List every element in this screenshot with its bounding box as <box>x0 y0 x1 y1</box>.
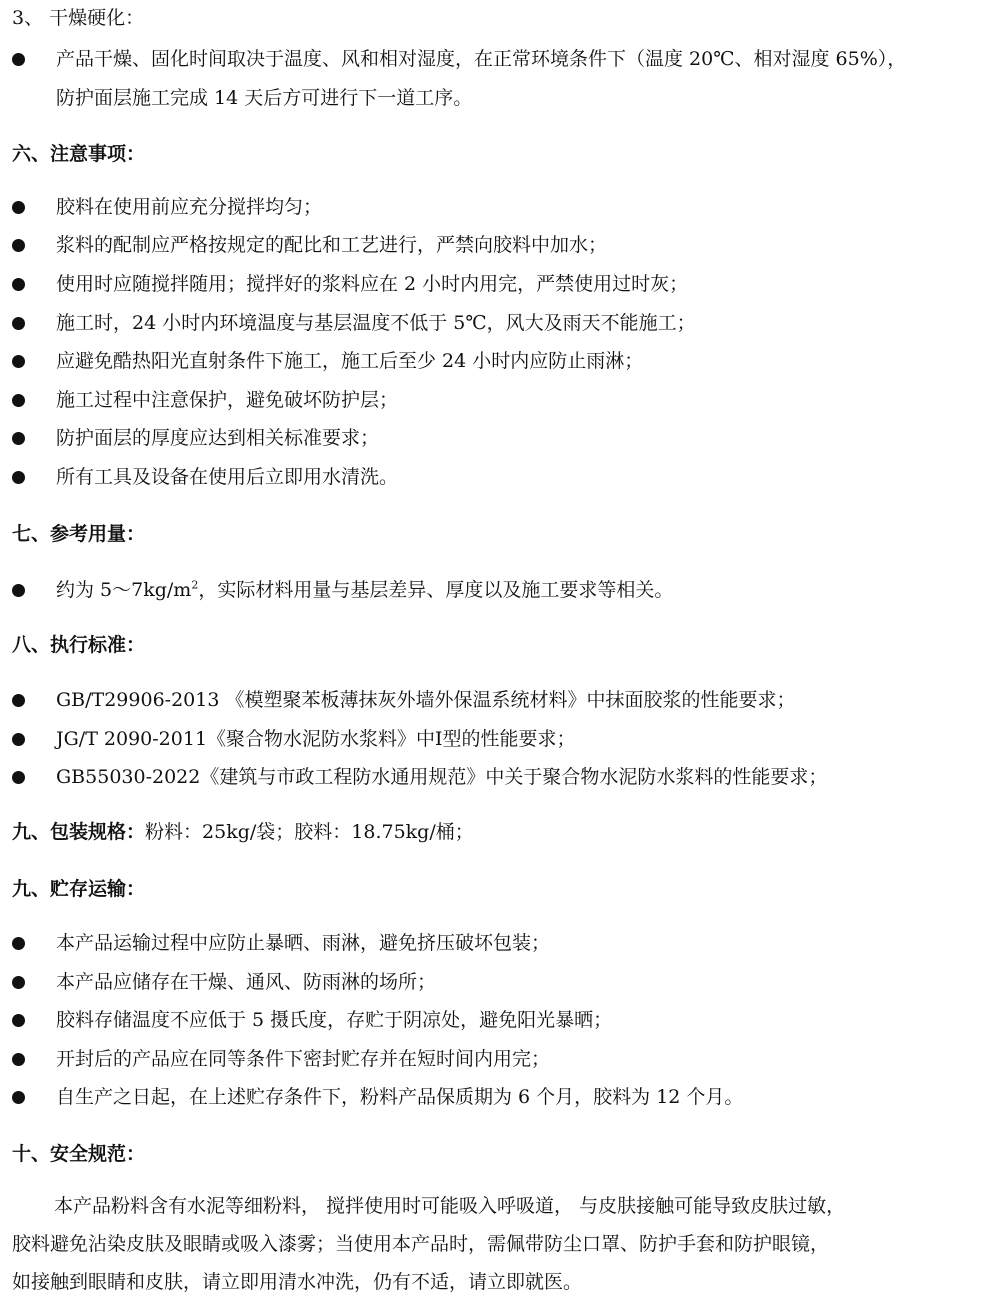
bullet-icon <box>12 1053 25 1066</box>
list-item: GB55030-2022《建筑与市政工程防水通用规范》中关于聚合物水泥防水浆料的性能要求； <box>56 766 828 788</box>
safety-line-2: 胶料避免沾染皮肤及眼睛或吸入漆雾；当使用本产品时，需佩带防尘口罩、防护手套和防护眼镜， <box>12 1233 830 1255</box>
list-item: 使用时应随搅拌随用；搅拌好的浆料应在 2 小时内用完，严禁使用过时灰； <box>56 273 689 295</box>
bullet-icon <box>12 278 25 291</box>
bullet-icon <box>12 355 25 368</box>
bullet-icon <box>12 432 25 445</box>
list-item: 开封后的产品应在同等条件下密封贮存并在短时间内用完； <box>56 1048 551 1070</box>
section-title-dosage: 七、参考用量： <box>12 523 146 545</box>
safety-line-1: 本产品粉料含有水泥等细粉料， 搅拌使用时可能吸入呼吸道， 与皮肤接触可能导致皮肤过敏， <box>54 1195 846 1217</box>
bullet-icon <box>12 584 25 597</box>
drying-text-line-1: 产品干燥、固化时间取决于温度、风和相对湿度，在正常环境条件下（温度 20℃、相对湿度 65%）， <box>56 48 907 70</box>
section-title-safety: 十、安全规范： <box>12 1143 146 1165</box>
dosage-item <box>56 577 988 603</box>
bullet-icon <box>12 733 25 746</box>
safety-line-3: 如接触到眼睛和皮肤，请立即用清水冲洗，仍有不适，请立即就医。 <box>12 1271 583 1293</box>
list-item: GB/T29906-2013 《模塑聚苯板薄抹灰外墙外保温系统材料》中抹面胶浆的性能要求； <box>56 689 796 711</box>
section-title-precautions: 六、注意事项： <box>12 143 146 165</box>
list-item: 自生产之日起，在上述贮存条件下，粉料产品保质期为 6 个月，胶料为 12 个月。 <box>56 1086 744 1108</box>
dosage-prefix: 约为 5～7kg/m <box>56 579 192 601</box>
dosage-suffix: ，实际材料用量与基层差异、厚度以及施工要求等相关。 <box>198 579 674 601</box>
bullet-icon <box>12 1091 25 1104</box>
bullet-icon <box>12 239 25 252</box>
bullet-icon <box>12 317 25 330</box>
section-title-standards: 八、执行标准： <box>12 634 146 656</box>
safety-paragraph <box>12 1187 990 1301</box>
bullet-icon <box>12 937 25 950</box>
dosage-superscript: 2 <box>191 578 199 592</box>
section-title-packaging: 九、包装规格： <box>12 821 146 843</box>
list-item: 施工时，24 小时内环境温度与基层温度不低于 5℃，风大及雨天不能施工； <box>56 312 696 334</box>
list-item: 防护面层的厚度应达到相关标准要求； <box>56 427 380 449</box>
list-item: 胶料存储温度不应低于 5 摄氏度，存贮于阴凉处，避免阳光暴晒； <box>56 1009 613 1031</box>
list-item: 所有工具及设备在使用后立即用水清洗。 <box>56 466 399 488</box>
list-item: 本产品应储存在干燥、通风、防雨淋的场所； <box>56 971 437 993</box>
list-item: JG/T 2090-2011《聚合物水泥防水浆料》中Ⅰ型的性能要求； <box>56 728 576 750</box>
subsection-title-drying: 3、 干燥硬化： <box>12 7 145 29</box>
packaging-line <box>12 819 988 845</box>
bullet-icon <box>12 471 25 484</box>
bullet-icon <box>12 201 25 214</box>
list-item: 本产品运输过程中应防止暴晒、雨淋，避免挤压破坏包装； <box>56 932 551 954</box>
drying-text-line-2: 防护面层施工完成 14 天后方可进行下一道工序。 <box>56 87 473 109</box>
packaging-text: 粉料：25kg/袋；胶料：18.75kg/桶； <box>145 821 474 843</box>
bullet-icon <box>12 771 25 784</box>
bullet-icon <box>12 53 25 66</box>
section-title-storage: 九、贮存运输： <box>12 878 146 900</box>
bullet-icon <box>12 1014 25 1027</box>
list-item: 施工过程中注意保护，避免破坏防护层； <box>56 389 399 411</box>
list-item: 应避免酷热阳光直射条件下施工，施工后至少 24 小时内应防止雨淋； <box>56 350 644 372</box>
bullet-icon <box>12 394 25 407</box>
list-item: 浆料的配制应严格按规定的配比和工艺进行，严禁向胶料中加水； <box>56 234 608 256</box>
bullet-icon <box>12 976 25 989</box>
bullet-icon <box>12 694 25 707</box>
list-item: 胶料在使用前应充分搅拌均匀； <box>56 196 323 218</box>
